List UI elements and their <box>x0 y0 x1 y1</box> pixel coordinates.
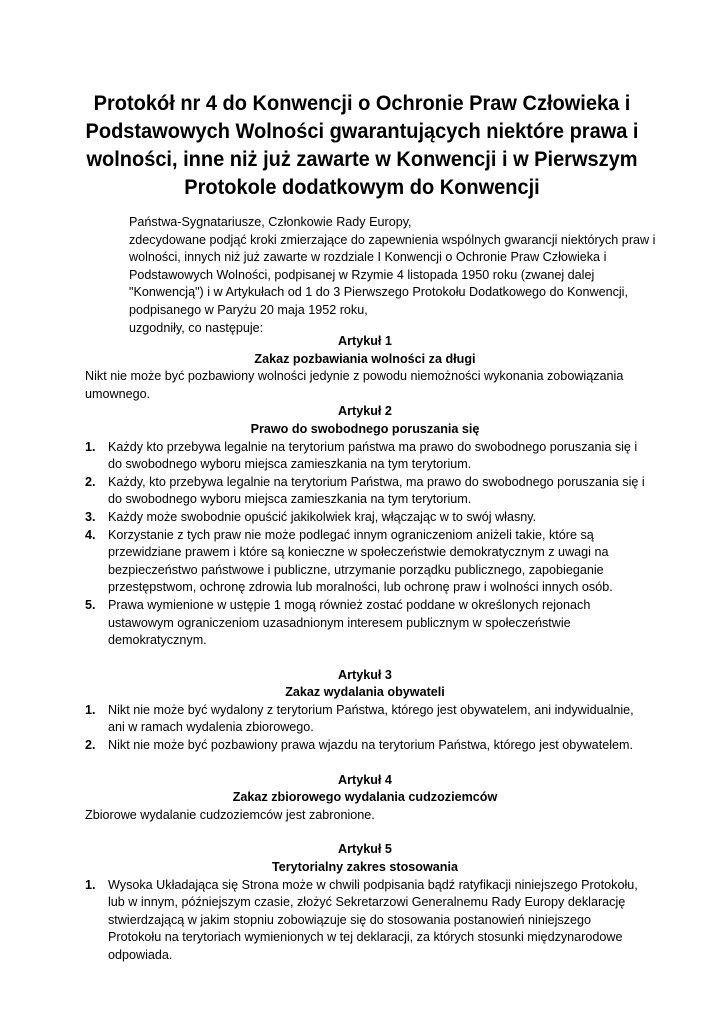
item-number: 1. <box>85 877 96 892</box>
spacer <box>85 824 645 841</box>
item-number: 1. <box>85 702 96 717</box>
article-5-list <box>85 877 645 965</box>
list-item <box>85 527 645 597</box>
item-number: 5. <box>85 597 96 612</box>
item-number: 3. <box>85 509 96 524</box>
article-5-subtitle: Terytorialny zakres stosowania <box>272 860 458 875</box>
list-item <box>85 877 645 965</box>
article-2-subtitle: Prawo do swobodnego poruszania się <box>250 421 480 436</box>
preamble-parties: Państwa-Sygnatariusze, Członkowie Rady Europy, <box>129 215 412 229</box>
preamble-agreed: uzgodniły, co następuje: <box>129 320 264 335</box>
list-item <box>85 509 645 527</box>
article-2-list <box>85 439 645 650</box>
list-item <box>85 737 645 755</box>
preamble <box>129 214 659 337</box>
articles <box>85 333 645 965</box>
item-text: Nikt nie może być wydalony z terytorium Państwa, którego jest obywatelem, ani indywidualnie, ani w ramach wydalenia zbiorowego. <box>108 702 634 735</box>
list-item <box>85 702 645 737</box>
article-2-heading: Artykuł 2 <box>338 404 392 419</box>
item-text: Każdy, kto przebywa legalnie na terytorium Państwa, ma prawo do swobodnego poruszania się i do swobodnego wyboru miejsca zamieszkania na tym terytorium. <box>108 474 645 507</box>
list-item <box>85 597 645 650</box>
spacer <box>85 755 645 772</box>
article-1-subtitle: Zakaz pozbawiania wolności za długi <box>254 351 476 366</box>
article-5 <box>85 841 645 964</box>
document-title: Protokół nr 4 do Konwencji o Ochronie Praw Człowieka i Podstawowych Wolności gwarantujących niektóre prawa i wolności, inne niż już zawarte w Konwencji i w Pierwszym Protokole dodatkowym do Konwencji <box>85 91 639 199</box>
item-text: Każdy może swobodnie opuścić jakikolwiek kraj, włączając w to swój własny. <box>108 509 537 524</box>
article-3 <box>85 667 645 755</box>
article-1-text: Nikt nie może być pozbawiony wolności jedynie z powodu niemożności wykonania zobowiązania umownego. <box>85 369 624 401</box>
article-1 <box>85 333 645 403</box>
item-number: 4. <box>85 527 96 542</box>
item-text: Nikt nie może być pozbawiony prawa wjazdu na terytorium Państwa, którego jest obywatelem. <box>108 738 633 753</box>
list-item <box>85 439 645 474</box>
item-number: 2. <box>85 738 96 753</box>
item-number: 1. <box>85 439 96 454</box>
item-number: 2. <box>85 474 96 489</box>
article-4-text: Zbiorowe wydalanie cudzoziemców jest zabronione. <box>85 807 375 822</box>
spacer <box>85 650 645 667</box>
article-4-subtitle: Zakaz zbiorowego wydalania cudzoziemców <box>232 790 498 805</box>
article-3-heading: Artykuł 3 <box>338 667 392 682</box>
article-2 <box>85 403 645 649</box>
preamble-decided: zdecydowane podjąć kroki zmierzające do zapewnienia wspólnych gwarancji niektórych praw i wolności, innych niż już zawarte w rozdziale I Konwencji o Ochronie Praw Człowieka i Podstawowych Wolności, podpisanej w Rzymie 4 listopada 1950 roku (zwanej dalej "Konwencją") i w Artykułach od 1 do 3 Pierwszego Protokołu Dodatkowego do Konwencji, podpisanego w Paryżu 20 maja 1952 roku, <box>129 232 656 317</box>
item-text: Korzystanie z tych praw nie może podlegać innym ograniczeniom aniżeli takie, które są przewidziane prawem i które są konieczne w społeczeństwie demokratycznym z uwagi na bezpieczeństwo państwowe i publiczne, utrzymanie porządku publicznego, zapobieganie przestępstwom, ochronę zdrowia lub moralności, lub ochronę praw i wolności innych osób. <box>108 527 613 595</box>
article-4 <box>85 772 645 825</box>
item-text: Każdy kto przebywa legalnie na terytorium państwa ma prawo do swobodnego poruszania się i do swobodnego wyboru miejsca zamieszkania na tym terytorium. <box>108 439 638 472</box>
article-3-subtitle: Zakaz wydalania obywateli <box>285 685 445 700</box>
article-4-heading: Artykuł 4 <box>338 772 392 787</box>
article-3-list <box>85 702 645 755</box>
item-text: Prawa wymienione w ustępie 1 mogą również zostać poddane w określonych rejonach ustawowym ograniczeniom uzasadnionym interesem publicznym w społeczeństwie demokratycznym. <box>108 597 591 648</box>
list-item <box>85 474 645 509</box>
item-text: Wysoka Układająca się Strona może w chwili podpisania bądź ratyfikacji niniejszego Protokołu, lub w innym, późniejszym czasie, złożyć Sekretarzowi Generalnemu Rady Europy deklarację stwierdzającą w jakim stopniu zobowiązuje się do stosowania postanowień niniejszego Protokołu na terytoriach wymienionych w tej deklaracji, za których stosunki międzynarodowe odpowiada. <box>108 877 638 962</box>
article-1-heading: Artykuł 1 <box>338 334 392 348</box>
article-5-heading: Artykuł 5 <box>338 842 392 857</box>
